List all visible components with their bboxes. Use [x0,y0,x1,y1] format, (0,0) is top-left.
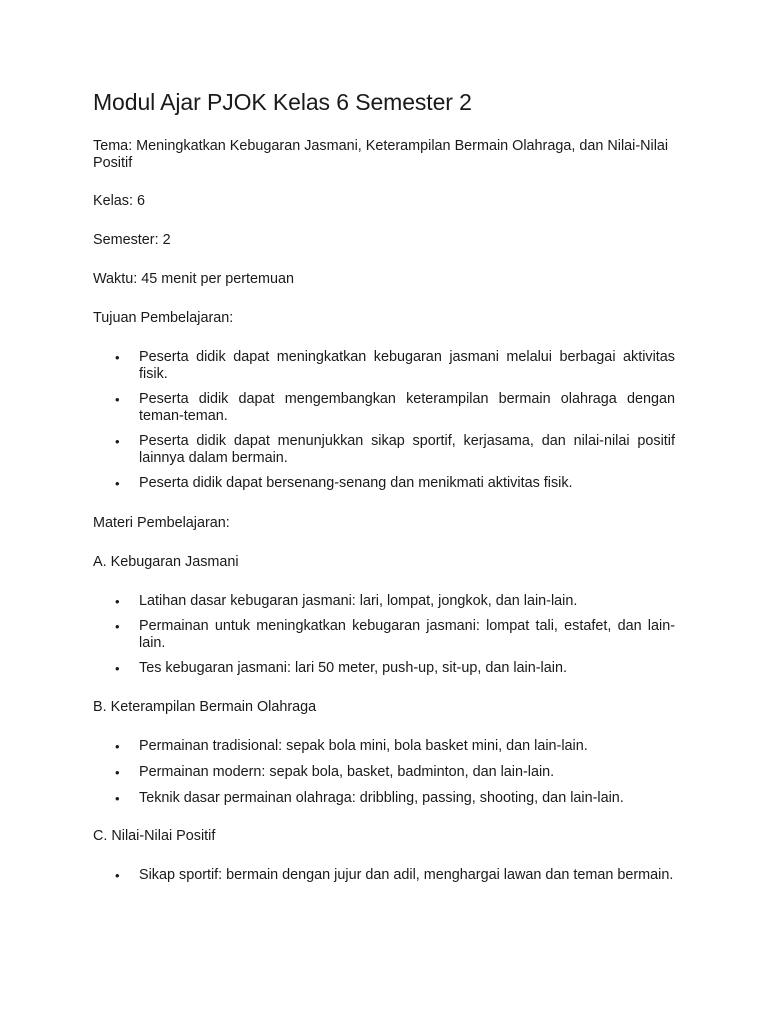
document-title: Modul Ajar PJOK Kelas 6 Semester 2 [93,89,472,115]
bullet-icon: • [115,739,120,754]
semester-text: Semester: 2 [93,232,171,248]
bullet-icon: • [115,661,120,676]
section-c-heading: C. Nilai-Nilai Positif [93,828,216,844]
list-item: • Permainan tradisional: sepak bola mini, bola basket mini, dan lain-lain. [115,738,588,754]
list-item: • Latihan dasar kebugaran jasmani: lari, lompat, jongkok, dan lain-lain. [115,593,578,609]
bullet-icon: • [115,594,120,609]
list-item: • Peserta didik dapat bersenang-senang dan menikmati aktivitas fisik. [115,475,573,491]
bullet-icon: • [115,476,120,491]
section-c-list [93,867,675,884]
bullet-icon: • [115,791,120,806]
section-a-list [93,593,675,677]
waktu-text: Waktu: 45 menit per pertemuan [93,271,295,287]
tema-text: Tema: Meningkatkan Kebugaran Jasmani, Keterampilan Bermain Olahraga, dan Nilai-Nilai Positif [93,138,669,171]
list-item: • Peserta didik dapat mengembangkan keterampilan bermain olahraga dengan teman-teman. [115,391,675,424]
bullet-icon: • [115,392,120,407]
section-b-list [93,738,675,807]
bullet-icon: • [115,868,120,883]
bullet-icon: • [115,765,120,780]
list-item: • Permainan modern: sepak bola, basket, badminton, dan lain-lain. [115,764,555,780]
materi-heading: Materi Pembelajaran: [93,515,230,531]
tujuan-list [93,349,675,492]
list-item: • Teknik dasar permainan olahraga: dribbling, passing, shooting, dan lain-lain. [115,790,624,806]
bullet-icon: • [115,434,120,449]
list-item: • Peserta didik dapat meningkatkan kebugaran jasmani melalui berbagai aktivitas fisik. [115,349,675,382]
bullet-icon: • [115,619,120,634]
kelas-text: Kelas: 6 [93,193,145,209]
tujuan-heading: Tujuan Pembelajaran: [93,310,234,326]
section-b-heading: B. Keterampilan Bermain Olahraga [93,699,317,715]
bullet-icon: • [115,350,120,365]
list-item: • Sikap sportif: bermain dengan jujur dan adil, menghargai lawan dan teman bermain. [115,867,674,883]
list-item: • Peserta didik dapat menunjukkan sikap sportif, kerjasama, dan nilai-nilai positif lainnya dalam bermain. [115,433,675,466]
list-item: • Tes kebugaran jasmani: lari 50 meter, push-up, sit-up, dan lain-lain. [115,660,567,676]
section-a-heading: A. Kebugaran Jasmani [93,554,239,570]
list-item: • Permainan untuk meningkatkan kebugaran jasmani: lompat tali, estafet, dan lain-lain. [115,618,675,651]
